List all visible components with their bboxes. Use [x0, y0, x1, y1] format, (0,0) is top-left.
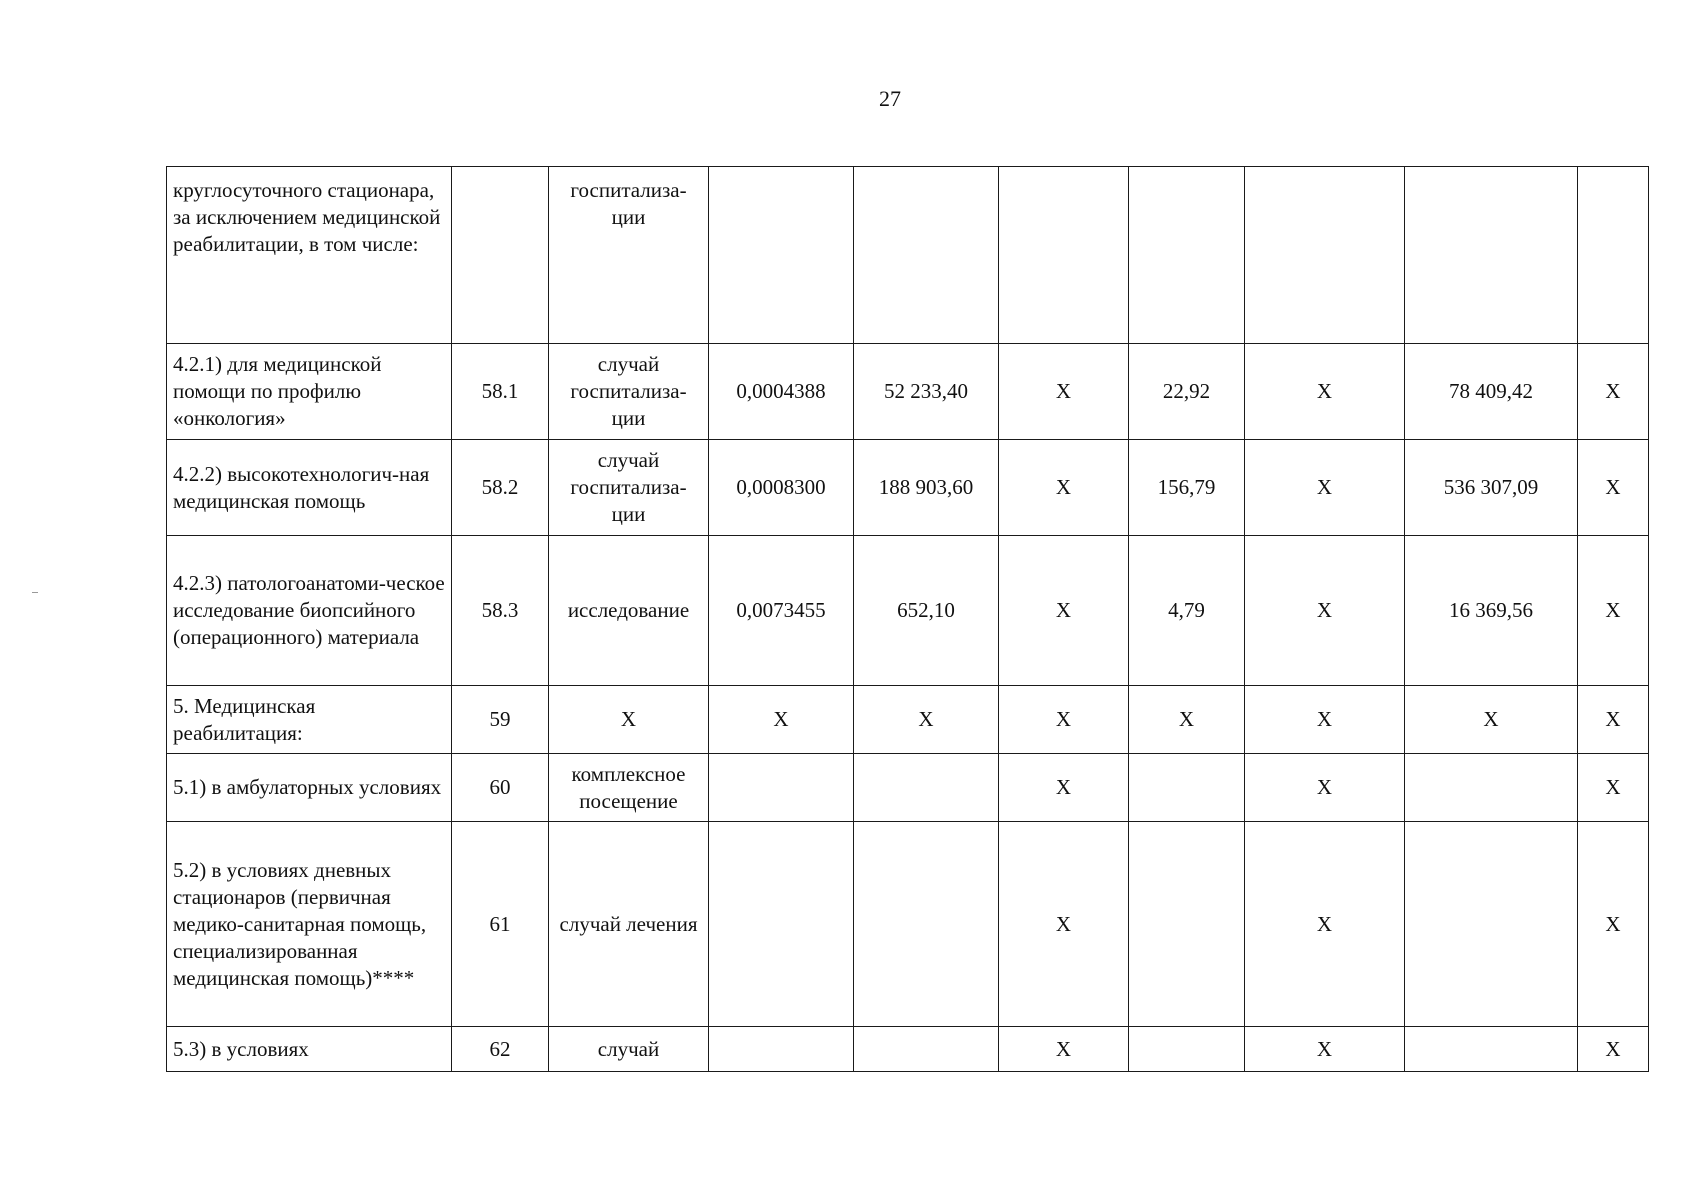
- row-name: 5.2) в условиях дневных стационаров (первичная медико-санитарная помощь, специализированная медицинская помощь)****: [167, 822, 452, 1027]
- row-budget-total: X: [1245, 686, 1405, 754]
- row-norm-volume: [709, 167, 854, 344]
- row-name: 5.1) в амбулаторных условиях: [167, 754, 452, 822]
- row-line-number: [452, 167, 549, 344]
- row-budget-per-capita: X: [999, 754, 1129, 822]
- row-norm-volume: X: [709, 686, 854, 754]
- row-budget-total: X: [1245, 1027, 1405, 1072]
- row-budget-per-capita: [999, 167, 1129, 344]
- row-share: [1578, 167, 1649, 344]
- table-row: [167, 754, 1649, 822]
- row-line-number: 61: [452, 822, 549, 1027]
- row-line-number: 58.3: [452, 536, 549, 686]
- row-norm-cost: [854, 1027, 999, 1072]
- row-unit: случай лечения: [549, 822, 709, 1027]
- row-budget-total: X: [1245, 822, 1405, 1027]
- row-share: X: [1578, 536, 1649, 686]
- row-budget-per-capita: X: [999, 344, 1129, 440]
- row-oms-total: 78 409,42: [1405, 344, 1578, 440]
- row-share: X: [1578, 686, 1649, 754]
- row-name: круглосуточного стационара, за исключением медицинской реабилитации, в том числе:: [167, 167, 452, 344]
- row-name: 4.2.1) для медицинской помощи по профилю «онкология»: [167, 344, 452, 440]
- row-norm-volume: 0,0073455: [709, 536, 854, 686]
- row-oms-total: 536 307,09: [1405, 440, 1578, 536]
- table-row: [167, 440, 1649, 536]
- financing-table: [166, 166, 1649, 1072]
- page-number: 27: [879, 86, 901, 111]
- row-oms-total: [1405, 1027, 1578, 1072]
- row-budget-total: X: [1245, 754, 1405, 822]
- row-share: X: [1578, 822, 1649, 1027]
- row-norm-cost: 52 233,40: [854, 344, 999, 440]
- row-oms-per-capita: 4,79: [1129, 536, 1245, 686]
- row-oms-total: [1405, 754, 1578, 822]
- row-oms-total: 16 369,56: [1405, 536, 1578, 686]
- row-oms-per-capita: [1129, 822, 1245, 1027]
- row-share: X: [1578, 754, 1649, 822]
- row-norm-volume: [709, 754, 854, 822]
- row-oms-per-capita: [1129, 1027, 1245, 1072]
- table-row: [167, 686, 1649, 754]
- row-share: X: [1578, 344, 1649, 440]
- row-norm-volume: 0,0004388: [709, 344, 854, 440]
- scan-mark: [32, 592, 38, 593]
- row-norm-cost: [854, 167, 999, 344]
- row-norm-volume: [709, 822, 854, 1027]
- row-norm-cost: [854, 822, 999, 1027]
- row-budget-total: X: [1245, 440, 1405, 536]
- row-oms-per-capita: 22,92: [1129, 344, 1245, 440]
- row-budget-total: X: [1245, 344, 1405, 440]
- row-oms-total: [1405, 822, 1578, 1027]
- table-row: [167, 167, 1649, 344]
- row-norm-cost: 652,10: [854, 536, 999, 686]
- row-unit: госпитализа-ции: [549, 167, 709, 344]
- row-oms-per-capita: [1129, 167, 1245, 344]
- table-row: [167, 822, 1649, 1027]
- row-share: X: [1578, 440, 1649, 536]
- row-norm-volume: [709, 1027, 854, 1072]
- row-name: 4.2.3) патологоанатоми-ческое исследование биопсийного (операционного) материала: [167, 536, 452, 686]
- row-oms-per-capita: 156,79: [1129, 440, 1245, 536]
- row-name: 5. Медицинская реабилитация:: [167, 686, 452, 754]
- row-share: X: [1578, 1027, 1649, 1072]
- row-unit: исследование: [549, 536, 709, 686]
- row-unit: случай госпитализа-ции: [549, 440, 709, 536]
- row-norm-cost: 188 903,60: [854, 440, 999, 536]
- row-oms-total: [1405, 167, 1578, 344]
- row-unit: X: [549, 686, 709, 754]
- row-name: 5.3) в условиях: [167, 1027, 452, 1072]
- row-line-number: 62: [452, 1027, 549, 1072]
- row-norm-cost: X: [854, 686, 999, 754]
- row-line-number: 58.2: [452, 440, 549, 536]
- table-row: [167, 1027, 1649, 1072]
- row-budget-total: X: [1245, 536, 1405, 686]
- row-budget-per-capita: X: [999, 1027, 1129, 1072]
- row-norm-volume: 0,0008300: [709, 440, 854, 536]
- row-norm-cost: [854, 754, 999, 822]
- row-budget-per-capita: X: [999, 536, 1129, 686]
- row-name: 4.2.2) высокотехнологич-ная медицинская помощь: [167, 440, 452, 536]
- row-line-number: 58.1: [452, 344, 549, 440]
- row-budget-per-capita: X: [999, 440, 1129, 536]
- table-row: [167, 536, 1649, 686]
- row-unit: случай: [549, 1027, 709, 1072]
- row-unit: случай госпитализа-ции: [549, 344, 709, 440]
- row-budget-per-capita: X: [999, 686, 1129, 754]
- row-line-number: 60: [452, 754, 549, 822]
- row-oms-per-capita: X: [1129, 686, 1245, 754]
- row-oms-total: X: [1405, 686, 1578, 754]
- row-budget-per-capita: X: [999, 822, 1129, 1027]
- table-row: [167, 344, 1649, 440]
- row-oms-per-capita: [1129, 754, 1245, 822]
- row-line-number: 59: [452, 686, 549, 754]
- row-unit: комплексное посещение: [549, 754, 709, 822]
- row-budget-total: [1245, 167, 1405, 344]
